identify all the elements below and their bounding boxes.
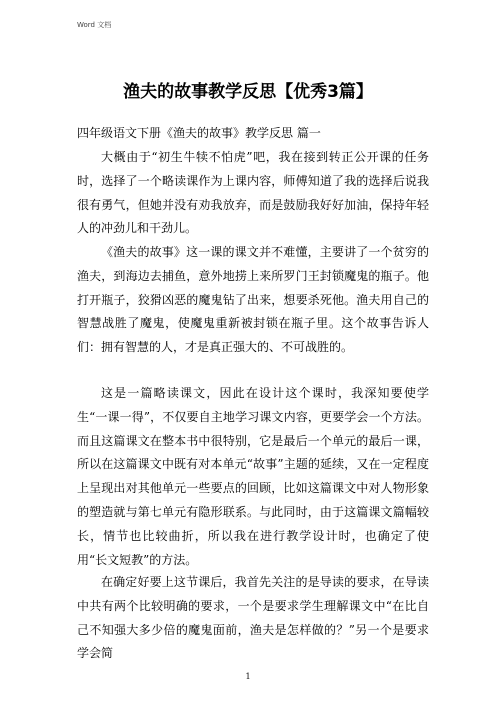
paragraph-3: 这是一篇略读课文，因此在设计这个课时，我深知要使学生“一课一得”，不仅要自主地学习课文内容，更要学会一个方法。而且这篇课文在整本书中很特别，它是最后一个单元的最后一课，所以在这篇课文中既有对本单元“故事”主题的延续，又在一定程度上呈现出对其他单元一些要点的回顾，比如这篇课文中对人物形象的塑造就与第七单元有隐形联系。与此同时，由于这篇课文篇幅较长，情节也比较曲折，所以我在进行教学设计时，也确定了使用“长文短教”的方法。 <box>77 386 429 567</box>
page-number: 1 <box>245 672 251 681</box>
section-heading: 四年级语文下册《渔夫的故事》教学反思 篇一 <box>77 126 321 140</box>
paragraph-4: 在确定好要上这节课后，我首先关注的是导读的要求，在导读中共有两个比较明确的要求，一个是要求学生理解课文中“在比自己不知强大多少倍的魔鬼面前，渔夫是怎样做的？”另一个是要求学会简 <box>77 575 429 661</box>
document-header-label: Word 文档 <box>77 21 112 29</box>
paragraph-2: 《渔夫的故事》这一课的课文并不难懂，主要讲了一个贫穷的渔夫，到海边去捕鱼，意外地捞上来所罗门王封锁魔鬼的瓶子。他打开瓶子，狡猾凶恶的魔鬼钻了出来，想要杀死他。渔夫用自己的智慧战胜了魔鬼，使魔鬼重新被封锁在瓶子里。这个故事告诉人们：拥有智慧的人，才是真正强大的、不可战胜的。 <box>77 245 429 355</box>
paragraph-1: 大概由于“初生牛犊不怕虎”吧，我在接到转正公开课的任务时，选择了一个略读课作为上课内容，师傅知道了我的选择后说我很有勇气，但她并没有劝我放弃，而是鼓励我好好加油，保持年轻人的冲劲儿和干劲儿。 <box>77 150 429 236</box>
document-title: 渔夫的故事教学反思【优秀3篇】 <box>123 82 373 102</box>
